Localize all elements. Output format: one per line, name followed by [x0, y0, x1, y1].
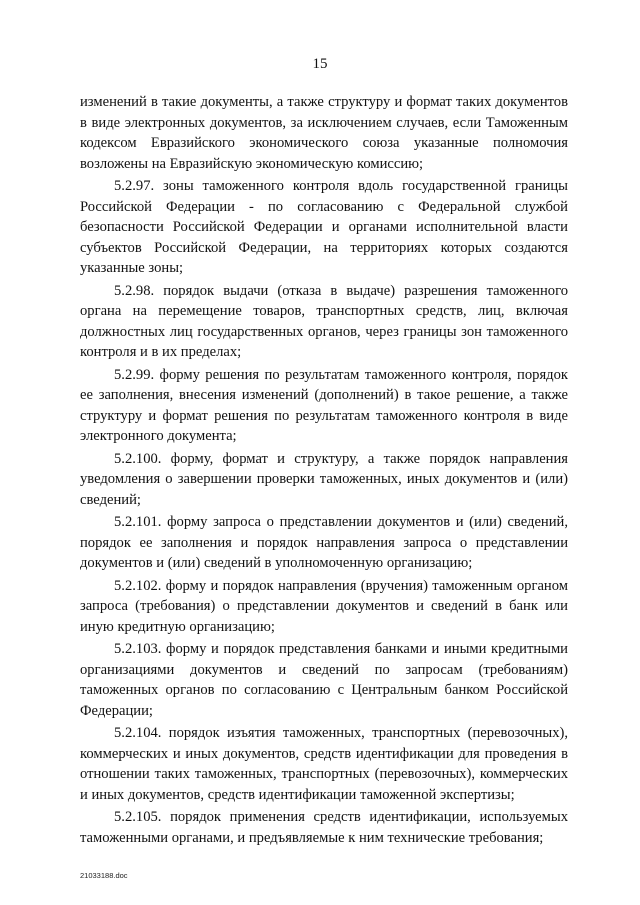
- document-body: [80, 92, 568, 848]
- paragraph-5-2-105: 5.2.105. порядок применения средств идентификации, используемых таможенными органами, и предъявляемые к ним технические требования;: [80, 809, 568, 846]
- file-name-footer: 21033188.doc: [80, 871, 128, 880]
- paragraph-5-2-101: 5.2.101. форму запроса о представлении документов и (или) сведений, порядок ее заполнения и порядок направления запроса о представлении документов и (или) сведений в уполномоченную организацию;: [80, 514, 568, 571]
- paragraph-5-2-102: 5.2.102. форму и порядок направления (вручения) таможенным органом запроса (требования) о представлении документов и сведений в банк или иную кредитную организацию;: [80, 577, 568, 635]
- paragraph-continuation: изменений в такие документы, а также структуру и формат таких документов в виде электронных документов, за исключением случаев, если Таможенным кодексом Евразийского экономического союза указанные полномочия возложены на Евразийскую экономическую комиссию;: [80, 94, 568, 172]
- paragraph-5-2-99: 5.2.99. форму решения по результатам таможенного контроля, порядок ее заполнения, внесения изменений (дополнений) в такое решение, а также структуру и формат решения по результатам таможенного контроля в виде электронного документа;: [80, 366, 568, 444]
- paragraph-5-2-97: 5.2.97. зоны таможенного контроля вдоль государственной границы Российской Федерации - по согласованию с Федеральной службой безопасности Российской Федерации и органами исполнительной власти субъектов Российской Федерации, на территориях которых создаются указанные зоны;: [80, 178, 568, 276]
- page-number: 15: [312, 56, 328, 72]
- paragraph-5-2-104: 5.2.104. порядок изъятия таможенных, транспортных (перевозочных), коммерческих и иных документов, средств идентификации для проведения в отношении таких таможенных, транспортных (перевозочных), коммерческих и иных документов, средств идентификации таможенной экспертизы;: [80, 725, 568, 803]
- paragraph-5-2-98: 5.2.98. порядок выдачи (отказа в выдаче) разрешения таможенного органа на перемещение товаров, транспортных средств, лиц, включая должностных лиц государственных органов, через границы зон таможенного контроля и в их пределах;: [80, 282, 568, 360]
- paragraph-5-2-103: 5.2.103. форму и порядок представления банками и иными кредитными организациями документов и сведений по запросам (требованиям) таможенных органов по согласованию с Центральным банком Российской Федерации;: [80, 641, 568, 719]
- paragraph-5-2-100: 5.2.100. форму, формат и структуру, а также порядок направления уведомления о завершении проверки таможенных, иных документов и (или) сведений;: [80, 450, 568, 508]
